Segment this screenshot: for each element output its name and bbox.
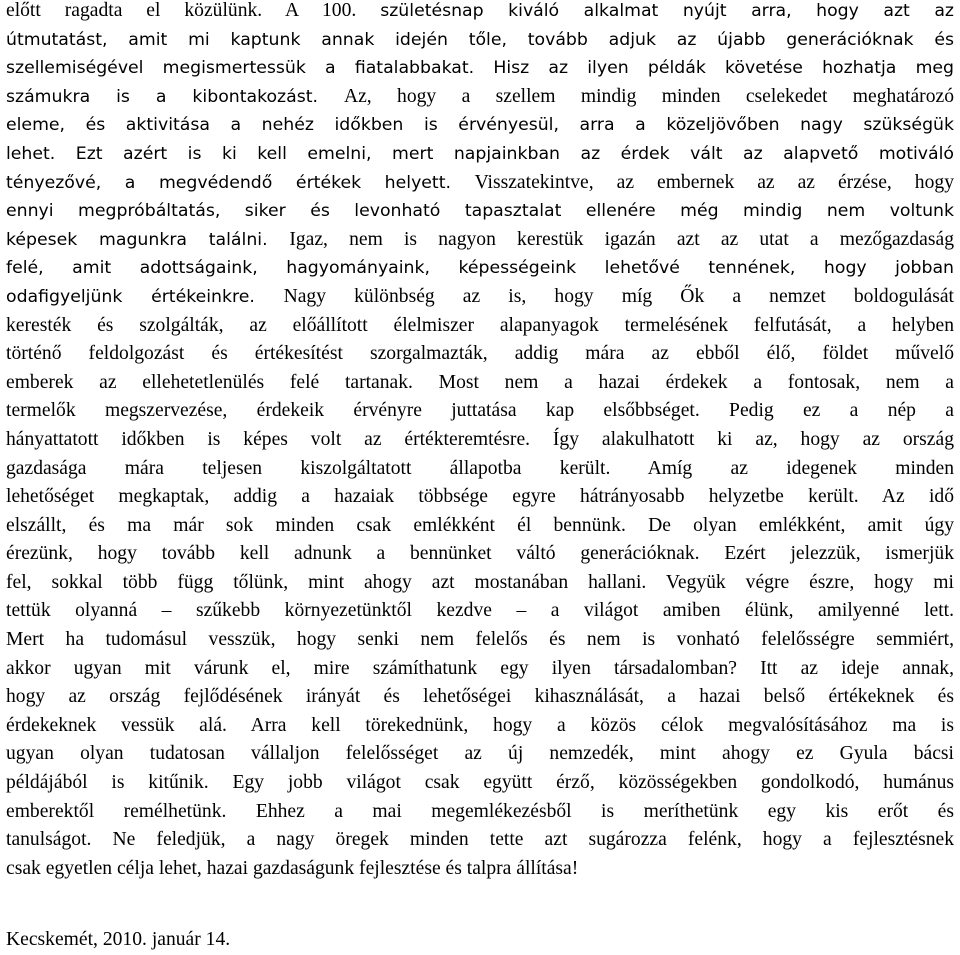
text-run: lehet. [6,143,76,164]
text-line [6,826,954,855]
closing-dateline: Kecskemét, 2010. január 14. [6,929,231,950]
text-line [6,111,954,140]
text-run: keresték és szolgálták, az előállított élelmiszer alapanyagok termelésének felfutását, a helyben [6,314,954,336]
text-run: emberek az ellehetetlenülés felé tartanak. Most nem a hazai érdekek a fontosak, nem a [6,371,954,393]
text-run: Igaz, nem is nagyon kerestük igazán azt az utat a mezőgazdaság [289,228,954,250]
text-run: Mert ha tudomásul vesszük, hogy senki nem felelős és nem is vonható felelősségre semmiért, [6,629,954,651]
text-run: példájából is kitűnik. Egy jobb világot csak együtt érző, közösségekben gondolkodó, humánus [6,772,954,794]
text-line [6,140,954,169]
text-line [6,855,954,884]
text-line [6,312,954,341]
text-run: tanulságot. Ne feledjük, a nagy öregek minden tette azt sugározza felénk, hogy a fejlesztésnek [6,829,954,851]
text-line [6,597,954,626]
text-line [6,655,954,684]
text-line [6,769,954,798]
text-line [6,683,954,712]
text-line [6,254,954,283]
text-run: útmutatást, amit mi kaptunk annak idején tőle, tovább adjuk az újabb generációknak és [6,29,954,50]
text-run: érezünk, hogy tovább kell adnunk a bennünket váltó generációknak. Ezért jelezzük, ismerjük [6,543,954,565]
text-run: csak egyetlen célja lehet, hazai gazdaságunk fejlesztése és talpra állítása! [6,857,579,879]
text-run: szellemiségével megismertessük a fiatalabbakat. [6,58,494,79]
text-run: ugyan olyan tudatosan vállaljon felelősséget az új nemzedék, mint ahogy ez Gyula bácsi [6,743,954,765]
text-line [6,340,954,369]
body-paragraph [6,0,954,883]
text-run: termelők megszervezése, érdekeik érvényre juttatása kap elsőbbséget. Pedig ez a nép a [6,400,954,422]
text-line [6,0,954,26]
text-line [6,483,954,512]
text-run: Hisz az ilyen példák követése hozhatja meg [493,58,955,79]
text-run: Az, hogy a szellem mindig minden cselekedet meghatározó [343,85,954,107]
text-run: hogy az ország fejlődésének irányát és lehetőségei kihasználását, a hazai belső értékeknek és [6,686,954,708]
text-run: történő feldolgozást és értékesítést szorgalmazták, addig mára az ebből élő, földet művelő [6,343,954,365]
text-run: emberektől remélhetünk. Ehhez a mai megemlékezésből is meríthetünk egy kis erőt és [6,800,954,822]
text-run: odafigyeljünk értékeinkre. [6,286,284,307]
text-run: felé, amit adottságaink, hagyományaink, képességeink lehetővé tennének, hogy jobban [6,258,954,279]
text-run: érdekeknek vessük alá. Arra kell törekednünk, hogy a közös célok megvalósításához ma is [6,714,954,736]
text-line [6,197,954,226]
text-run: akkor ugyan mit várunk el, mire számíthatunk egy ilyen társadalomban? Itt az ideje annak, [6,657,954,679]
text-line [6,369,954,398]
text-run: Nagy különbség az is, hogy míg Ők a nemzet boldogulását [283,285,954,307]
text-line [6,426,954,455]
text-line [6,169,954,198]
text-line [6,540,954,569]
text-line [6,83,954,112]
text-run: Ezt azért is ki kell emelni, mert napjainkban az érdek vált az alapvető motiváló [75,143,955,164]
text-run: Visszatekintve, az embernek az az érzése, hogy [474,171,954,193]
text-run: eleme, és aktivitása a nehéz időkben is érvényesül, arra a közeljövőben nagy szükségük [6,115,954,136]
text-run: fel, sokkal több függ tőlünk, mint ahogy azt mostanában hallani. Vegyük végre észre, hogy mi [6,571,954,593]
text-line [6,26,954,55]
text-line [6,798,954,827]
text-line [6,626,954,655]
document-page [6,0,955,950]
text-run: képesek magunkra találni. [6,229,290,250]
text-line [6,397,954,426]
text-line [6,226,954,255]
text-run: ennyi megpróbáltatás, siker és levonható tapasztalat ellenére még mindig nem voltunk [6,201,954,222]
text-run: gazdasága mára teljesen kiszolgáltatott állapotba került. Amíg az idegenek minden [6,457,954,479]
text-line [6,283,954,312]
text-run: számukra is a kibontakozást. [6,86,344,107]
text-line [6,740,954,769]
text-line [6,54,954,83]
text-run: elszállt, és ma már sok minden csak emlékként él bennünk. De olyan emlékként, amit úgy [6,514,954,536]
text-run: tényezővé, a megvédendő értékek helyett. [6,172,475,193]
text-run: tettük olyanná – szűkebb környezetünktől kezdve – a világot amiben élünk, amilyenné lett. [6,600,954,622]
text-line [6,712,954,741]
text-run: hányattatott időkben is képes volt az értékteremtésre. Így alakulhatott ki az, hogy az ország [6,428,954,450]
text-run: születésnap kiváló alkalmat nyújt arra, hogy azt az [380,1,954,21]
text-line [6,569,954,598]
text-line [6,455,954,484]
text-run: lehetőséget megkaptak, addig a hazaiak többsége egyre hátrányosabb helyzetbe került. Az idő [6,486,954,508]
text-line [6,512,954,541]
text-run: előtt ragadta el közülünk. A 100. [6,0,381,21]
